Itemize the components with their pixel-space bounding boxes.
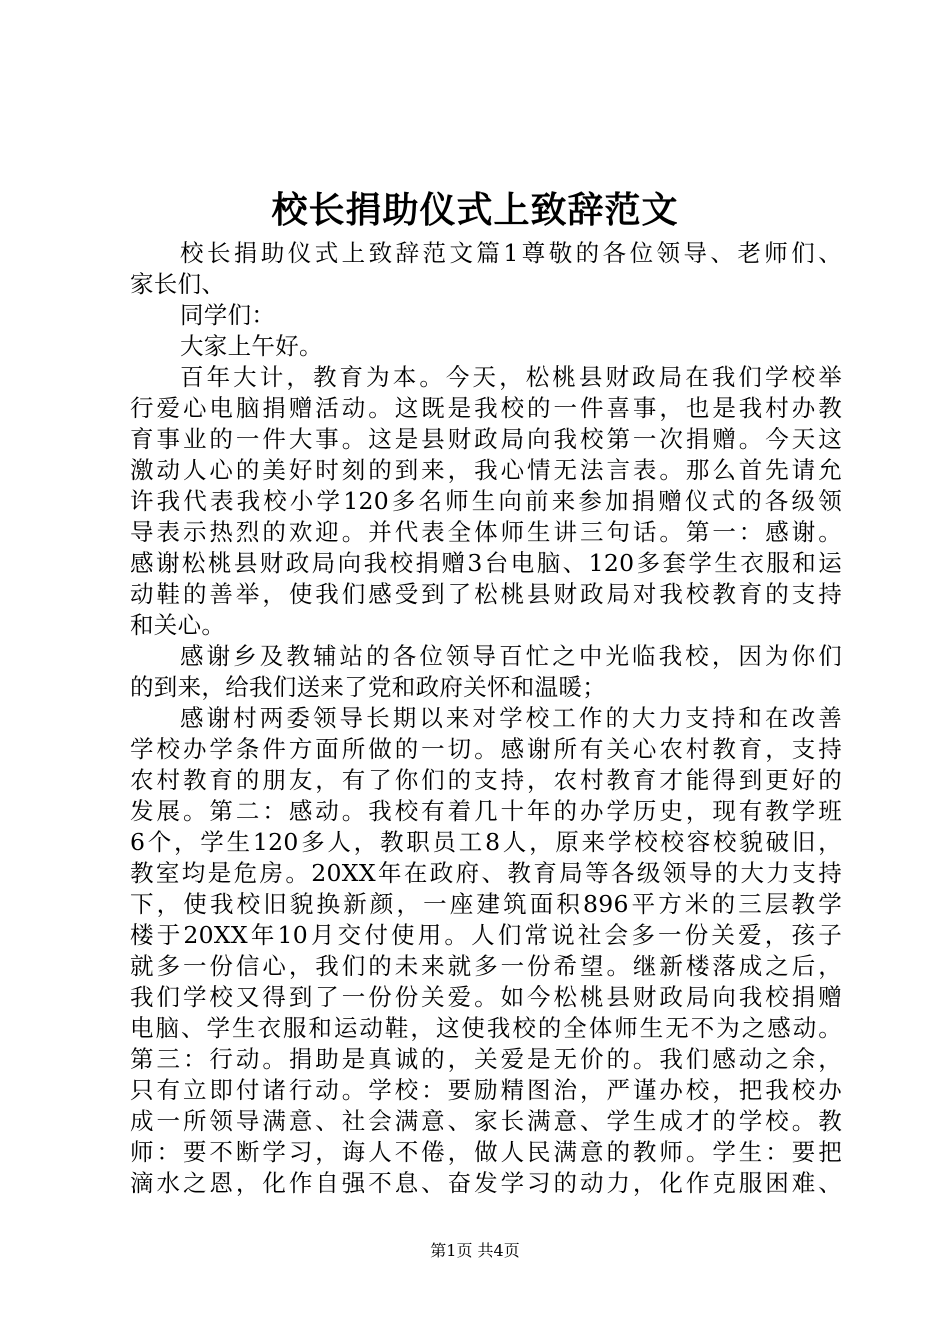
body-line: 电脑、学生衣服和运动鞋，这使我校的全体师生无不为之感动。 <box>130 1014 842 1042</box>
body-line: 导表示热烈的欢迎。并代表全体师生讲三句话。第一：感谢。 <box>130 518 842 546</box>
document-title: 校长捐助仪式上致辞范文 <box>271 189 679 231</box>
body-line: 的到来，给我们送来了党和政府关怀和温暖； <box>130 673 606 701</box>
body-line: 校长捐助仪式上致辞范文篇1尊敬的各位领导、老师们、 <box>180 239 842 267</box>
body-line: 下，使我校旧貌换新颜，一座建筑面积896平方米的三层教学 <box>130 890 842 918</box>
body-line: 滴水之恩，化作自强不息、奋发学习的动力，化作克服困难、 <box>130 1169 842 1197</box>
body-line: 农村教育的朋友，有了你们的支持，农村教育才能得到更好的 <box>130 766 842 794</box>
body-line: 动鞋的善举，使我们感受到了松桃县财政局对我校教育的支持 <box>130 580 842 608</box>
body-line: 行爱心电脑捐赠活动。这既是我校的一件喜事，也是我村办教 <box>130 394 842 422</box>
body-line: 成一所领导满意、社会满意、家长满意、学生成才的学校。教 <box>130 1107 842 1135</box>
body-line: 师：要不断学习，诲人不倦，做人民满意的教师。学生：要把 <box>130 1138 842 1166</box>
body-line: 家长们、 <box>130 270 226 298</box>
body-line: 大家上午好。 <box>180 332 323 360</box>
document-body <box>130 238 842 1199</box>
body-line: 学校办学条件方面所做的一切。感谢所有关心农村教育，支持 <box>130 735 842 763</box>
body-line: 感谢松桃县财政局向我校捐赠3台电脑、120多套学生衣服和运 <box>130 549 842 577</box>
body-line: 我们学校又得到了一份份关爱。如今松桃县财政局向我校捐赠 <box>130 983 842 1011</box>
body-line: 激动人心的美好时刻的到来，我心情无法言表。那么首先请允 <box>130 456 842 484</box>
body-line: 教室均是危房。20XX年在政府、教育局等各级领导的大力支持 <box>130 859 842 887</box>
body-line: 6个，学生120多人，教职员工8人，原来学校校容校貌破旧， <box>130 828 842 856</box>
body-line: 许我代表我校小学120多名师生向前来参加捐赠仪式的各级领 <box>130 487 842 515</box>
body-line: 百年大计，教育为本。今天，松桃县财政局在我们学校举 <box>180 363 842 391</box>
body-line: 第三：行动。捐助是真诚的，关爱是无价的。我们感动之余， <box>130 1045 842 1073</box>
body-line: 楼于20XX年10月交付使用。人们常说社会多一份关爱，孩子 <box>130 921 842 949</box>
body-line: 感谢乡及教辅站的各位领导百忙之中光临我校，因为你们 <box>180 642 842 670</box>
body-line: 只有立即付诸行动。学校：要励精图治，严谨办校，把我校办 <box>130 1076 842 1104</box>
page-footer: 第1页 共4页 <box>430 1241 520 1260</box>
body-line: 同学们： <box>180 301 276 329</box>
body-line: 就多一份信心，我们的未来就多一份希望。继新楼落成之后， <box>130 952 842 980</box>
body-line: 育事业的一件大事。这是县财政局向我校第一次捐赠。今天这 <box>130 425 842 453</box>
body-line: 发展。第二：感动。我校有着几十年的办学历史，现有教学班 <box>130 797 842 825</box>
body-line: 和关心。 <box>130 611 226 639</box>
body-line: 感谢村两委领导长期以来对学校工作的大力支持和在改善 <box>180 704 842 732</box>
